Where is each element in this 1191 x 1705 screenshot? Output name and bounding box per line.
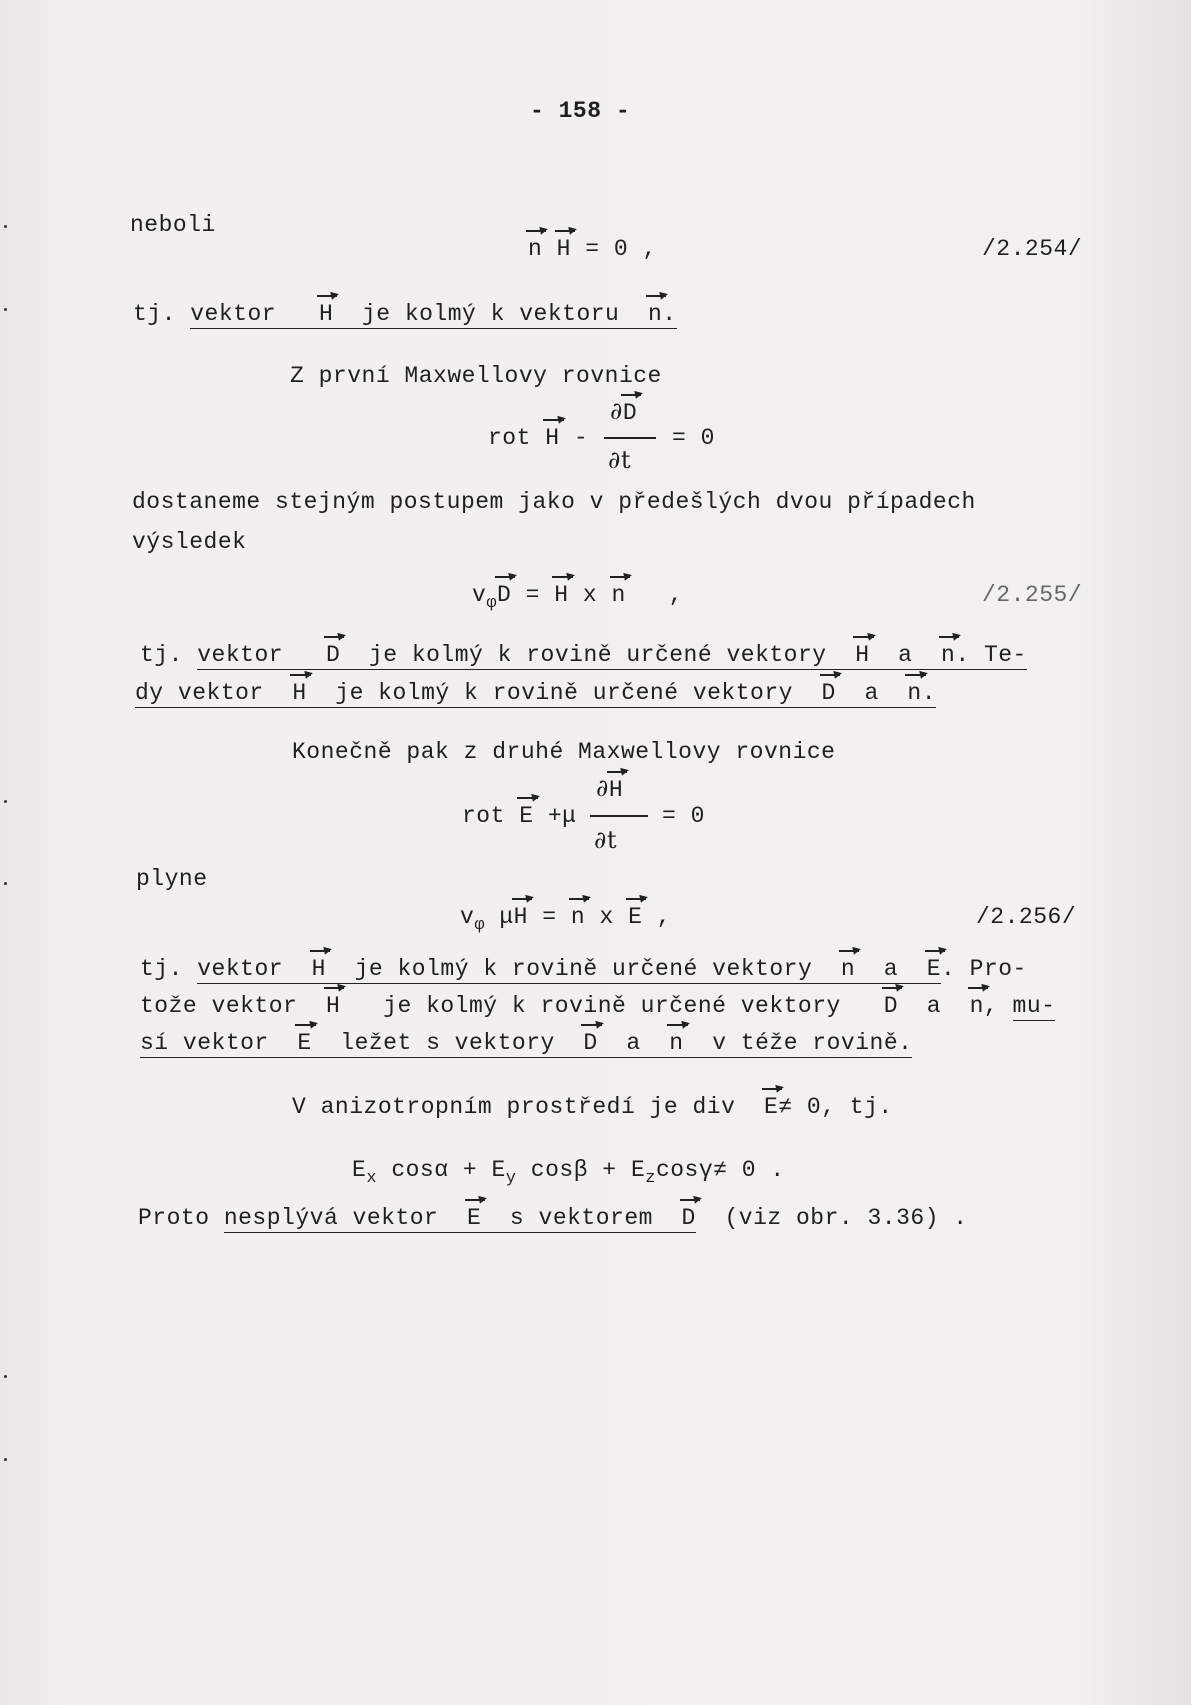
vector-n: n — [611, 582, 626, 608]
intro-maxwell-2: Konečně pak z druhé Maxwellovy rovnice — [292, 739, 836, 765]
direction-cosine-equation: $E_x$ $\cos\alpha + E_y$ $\cos\beta + E_z\cos\gamma\ne 0$ . — [352, 1157, 785, 1188]
maxwell-1-denominator: ∂t — [608, 446, 632, 474]
statement-2-underlined: vektor D je kolmý k rovině určené vektory H a n. Te- — [197, 642, 1027, 668]
scan-speck — [4, 882, 7, 885]
final-underlined: nesplývá vektor E s vektorem D — [223, 1205, 696, 1231]
maxwell-1-rhs: = 0 — [672, 425, 715, 451]
equation-label-2-255: /2.255/ — [982, 582, 1083, 608]
vector-h: H — [608, 777, 624, 803]
scan-speck — [4, 308, 7, 311]
vector-d: D — [821, 680, 836, 706]
vector-h: H — [556, 236, 571, 262]
vector-n: n — [647, 301, 663, 327]
intro-maxwell-1: Z první Maxwellovy rovnice — [290, 363, 662, 389]
vector-d: D — [325, 642, 341, 668]
scan-speck — [4, 1458, 7, 1461]
paragraph-result-line-2: výsledek — [132, 529, 247, 555]
vector-e: E — [763, 1094, 779, 1120]
equation-2-254 — [528, 236, 657, 262]
scan-speck — [4, 800, 7, 803]
vector-d: D — [883, 993, 899, 1019]
vector-e: E — [628, 904, 643, 930]
vector-h: H — [325, 993, 341, 1019]
vector-h: H — [554, 582, 569, 608]
maxwell-1-rot: rot H - — [488, 425, 589, 451]
fraction-bar — [590, 815, 648, 817]
equation-label-2-256: /2.256/ — [976, 904, 1077, 930]
eq254-rhs: = 0 , — [585, 236, 657, 262]
fraction-bar — [604, 437, 656, 439]
vector-d: D — [681, 1205, 696, 1231]
statement-2-line-2 — [135, 680, 936, 706]
final-statement: Proto nesplývá vektor E s vektorem D (viz obr. 3.36) . — [138, 1205, 968, 1231]
anisotropic-statement: V anizotropním prostředí je div E≠ 0, tj. — [292, 1094, 893, 1120]
vector-n: n — [669, 1030, 684, 1056]
word-neboli: neboli — [130, 212, 216, 238]
paragraph-result-line-1: dostaneme stejným postupem jako v předešlých dvou případech — [132, 489, 976, 515]
statement-3-line-2: tože vektor H je kolmý k rovině určené vektory D a n, mu- — [140, 993, 1056, 1019]
vector-h: H — [311, 956, 326, 982]
scan-speck — [4, 225, 7, 228]
vector-e: E — [466, 1205, 482, 1231]
vector-n: n — [907, 680, 922, 706]
vector-n: n — [840, 956, 856, 982]
statement-2-line-1: tj. vektor D je kolmý k rovině určené vektory H a n. Te- — [140, 642, 1027, 668]
vector-n: n — [941, 642, 956, 668]
statement-3-line-1: tj. vektor H je kolmý k rovině určené vektory n a E. Pro- — [140, 956, 1027, 982]
maxwell-1-numerator: ∂D — [610, 397, 638, 426]
vector-e: E — [926, 956, 942, 982]
tj: tj. — [133, 301, 176, 327]
vector-h: H — [545, 425, 560, 451]
vector-n: n — [528, 236, 543, 262]
statement-3-underlined: vektor H je kolmý k rovině určené vektory n a E — [197, 956, 942, 982]
maxwell-2-numerator: ∂H — [596, 774, 624, 803]
statement-2-underlined-2: dy vektor H je kolmý k rovině určené vektory D a n. — [135, 680, 937, 706]
vector-n: n — [969, 993, 984, 1019]
equation-2-255: $v_\varphi D = H$ x n , — [472, 582, 684, 613]
word-plyne: plyne — [136, 866, 208, 892]
vector-d: D — [497, 582, 512, 608]
maxwell-2-rot: rot E +μ — [462, 803, 577, 829]
statement-3-line-3 — [140, 1030, 912, 1056]
vector-d: D — [583, 1030, 598, 1056]
scan-speck — [4, 1375, 7, 1378]
vector-h: H — [513, 904, 528, 930]
vector-d: D — [622, 400, 638, 426]
vector-h: H — [855, 642, 870, 668]
page-number: - 158 - — [530, 98, 631, 124]
equation-2-256: $v_\varphi$ μH = n x E , — [460, 904, 672, 935]
maxwell-2-denominator: ∂t — [594, 826, 618, 854]
vector-n: n — [570, 904, 586, 930]
vector-e: E — [519, 803, 534, 829]
vector-h: H — [292, 680, 307, 706]
vector-h: H — [318, 301, 334, 327]
vector-e: E — [297, 1030, 312, 1056]
maxwell-2-rhs: = 0 — [662, 803, 705, 829]
statement-1 — [133, 301, 677, 327]
statement-3-underlined-3: sí vektor E ležet s vektory D a n v téže rovině. — [140, 1030, 913, 1056]
equation-label-2-254: /2.254/ — [982, 236, 1083, 262]
statement-1-underlined: vektor H je kolmý k vektoru n. — [190, 301, 677, 327]
